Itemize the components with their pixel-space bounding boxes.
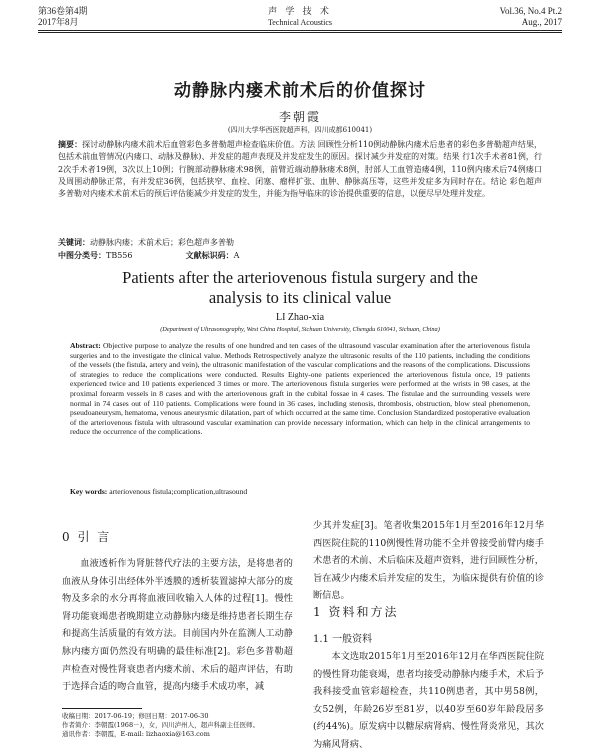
footnote-received: 收稿日期：2017-06-19；修回日期：2017-06-30 — [62, 712, 209, 720]
doc-code-label: 文献标识码： — [185, 250, 234, 260]
header-rule — [38, 30, 562, 31]
doc-code-value: A — [233, 251, 240, 260]
affiliation-cn: (四川大学华西医院超声科，四川成都610041) — [227, 126, 373, 134]
clc-label: 中图分类号： — [58, 250, 106, 260]
header-journal-en: Technical Acoustics — [267, 18, 333, 27]
section-0-text: 血液透析作为肾脏替代疗法的主要方法，是将患者的血液从身体引出经体外半透膜的透析装置滤掉大部分的废物及多余的水分再将血液回收输入人体的过程[1]。慢性肾功能衰竭患者晚期建立动静脉内瘘是维持患者长期生存和提高生活质量的有效方法。目前国内外在监测人工动静脉内瘘方面仍然没有明确的最佳标准[2]。彩色多普勒超声检查对慢性肾衰患者内瘘术前、术后的超声评估，有助于选择合适的吻合血管，提高内瘘手术成功率，减 — [62, 558, 293, 693]
intro-continuation: 少其并发症[3]。笔者收集2015年1月至2016年12月华西医院住院的110例慢性肾功能不全并曾接受前臂内瘘手术患者的术前、术后临床及超声资料，进行回顾性分析，旨在减少内瘘术后并发症的发生，为临床提供有价值的诊断信息。 — [313, 520, 544, 602]
section-1-1-heading: 1.1 一般资料 — [313, 634, 373, 645]
footnote-rule — [62, 708, 142, 709]
keywords-en-label: Key words: — [70, 487, 108, 496]
footnote — [62, 712, 302, 739]
page-title-cn: 动静脉内瘘术前术后的价值探讨 — [174, 81, 426, 101]
keywords-en-text: arteriovenous fistula;complication,ultrasound — [109, 487, 248, 496]
header-journal-cn: 声 学 技 术 — [268, 6, 332, 16]
author-en: LI Zhao-xia — [275, 312, 325, 323]
footnote-bio: 作者简介：李朝霞(1968－)，女，四川泸州人，超声科副主任医师。 — [62, 721, 260, 729]
header-date-en: Aug., 2017 — [521, 17, 562, 27]
title-en-line1: Patients after the arteriovenous fistula surgery and the — [122, 268, 478, 287]
keywords-cn-label: 关键词： — [58, 237, 90, 247]
abstract-cn-label: 摘要： — [58, 139, 83, 149]
section-1-heading: 1 资料和方法 — [313, 605, 399, 619]
keywords-en — [70, 487, 247, 496]
section-0-heading: 0 引 言 — [62, 530, 112, 544]
page-title-en — [0, 268, 600, 308]
abstract-en — [70, 341, 530, 437]
affiliation-en: (Department of Ultrasonography, West China Hospital, Sichuan University, Chengdu 610041, Sichuan, China) — [160, 326, 440, 333]
header-volume-cn: 第36卷第4期 — [38, 6, 88, 16]
classification-line — [58, 249, 239, 262]
header-date-cn: 2017年8月 — [38, 17, 79, 27]
clc-value: TB556 — [106, 251, 133, 260]
abstract-cn-text: 探讨动静脉内瘘术前术后血管彩色多普勒超声检查临床价值。方法 回顾性分析110例动静脉内瘘术后患者的彩色多普勒超声结果，包括术前血管情况(内瘘口、动脉及静脉)、并发症的超声表现及并发症发生的原因。探讨减少并发症的对策。结果 行1次手术者81例，行2次手术者19例，3次以上10例；行腕部动静脉瘘术98例，前臂近端动静脉瘘术8例，肘部人工血管造瘘4例，110例内瘘术后74例瘘口及周围动静脉正常，有并发症36例，包括狭窄、血栓、闭塞、瘤样扩张、血肿、静脉高压等，这些并发症多为同时存在。结论 彩色超声多普勒对内瘘术术前术后的预后评估能减少并发症的发生，并能为指导临床的诊治提供重要的信息，以便尽早处理并发症。 — [58, 140, 543, 199]
abstract-en-label: Abstract: — [70, 341, 101, 350]
section-1-1-text: 本文选取2015年1月至2016年12月在华西医院住院的慢性肾功能衰竭，患者均接受动静脉内瘘手术，术后予我科接受血管彩超检查，共110例患者，其中男58例，女52例，年龄26岁至81岁，以40岁至60岁年龄段居多(约44%)。原发病中以糖尿病肾病、慢性肾炎常见，其次为痛风肾病、 — [313, 651, 544, 750]
author-cn: 李朝霞 — [278, 110, 321, 124]
abstract-en-text: Objective purpose to analyze the results of one hundred and ten cases of the ultrasound vascular examination after the arteriovenous fistula surgeries and to the investigate the clinical value. Methods Retrospectively analyze the ultrasonic results of the 110 patients, including the conditions of the vessels (the fistula, artery and vein), the ultrasonic manifestation of the vascular complications and the reasons of the complications. Discussions of strategies to reduce the complications were conducted. Results Eighty-one patients experienced the arteriovenous fistula once, 19 patients experienced twice and 10 patients experienced 3 times or more. The arteriovenous fistula surgeries were performed at the wrists in 98 cases, at the proximal forearm vessels in 8 cases and with the arteriovenous graft in the cubital fossae in 4 cases. The fistulae and the surrounding vessels were normal in 74 cases out of 110 patients. Complications were found in 36 cases, including stenosis, thrombosis, obstruction, blow steal phenomenon, pseudoaneurysm, hematoma, venous aneurysmic dilatation, part of which occurred at the same time. Conclusion Standardized postoperative evaluation of the arteriovenous fistula with ultrasound vascular examination can provide necessary information, which can help in the clinical arrangements to reduce the occurrence of the complications. — [70, 341, 530, 437]
keywords-cn-text: 动静脉内瘘；术前术后；彩色超声多普勒 — [90, 238, 234, 247]
abstract-cn — [58, 138, 542, 200]
header-rule-2 — [38, 32, 562, 33]
keywords-cn — [58, 236, 234, 249]
header-volume-en: Vol.36, No.4 Pt.2 — [499, 6, 562, 16]
title-en-line2: analysis to its clinical value — [208, 288, 392, 307]
footnote-contact: 通讯作者：李朝霞，E-mail: lizhaoxia@163.com — [62, 730, 210, 738]
